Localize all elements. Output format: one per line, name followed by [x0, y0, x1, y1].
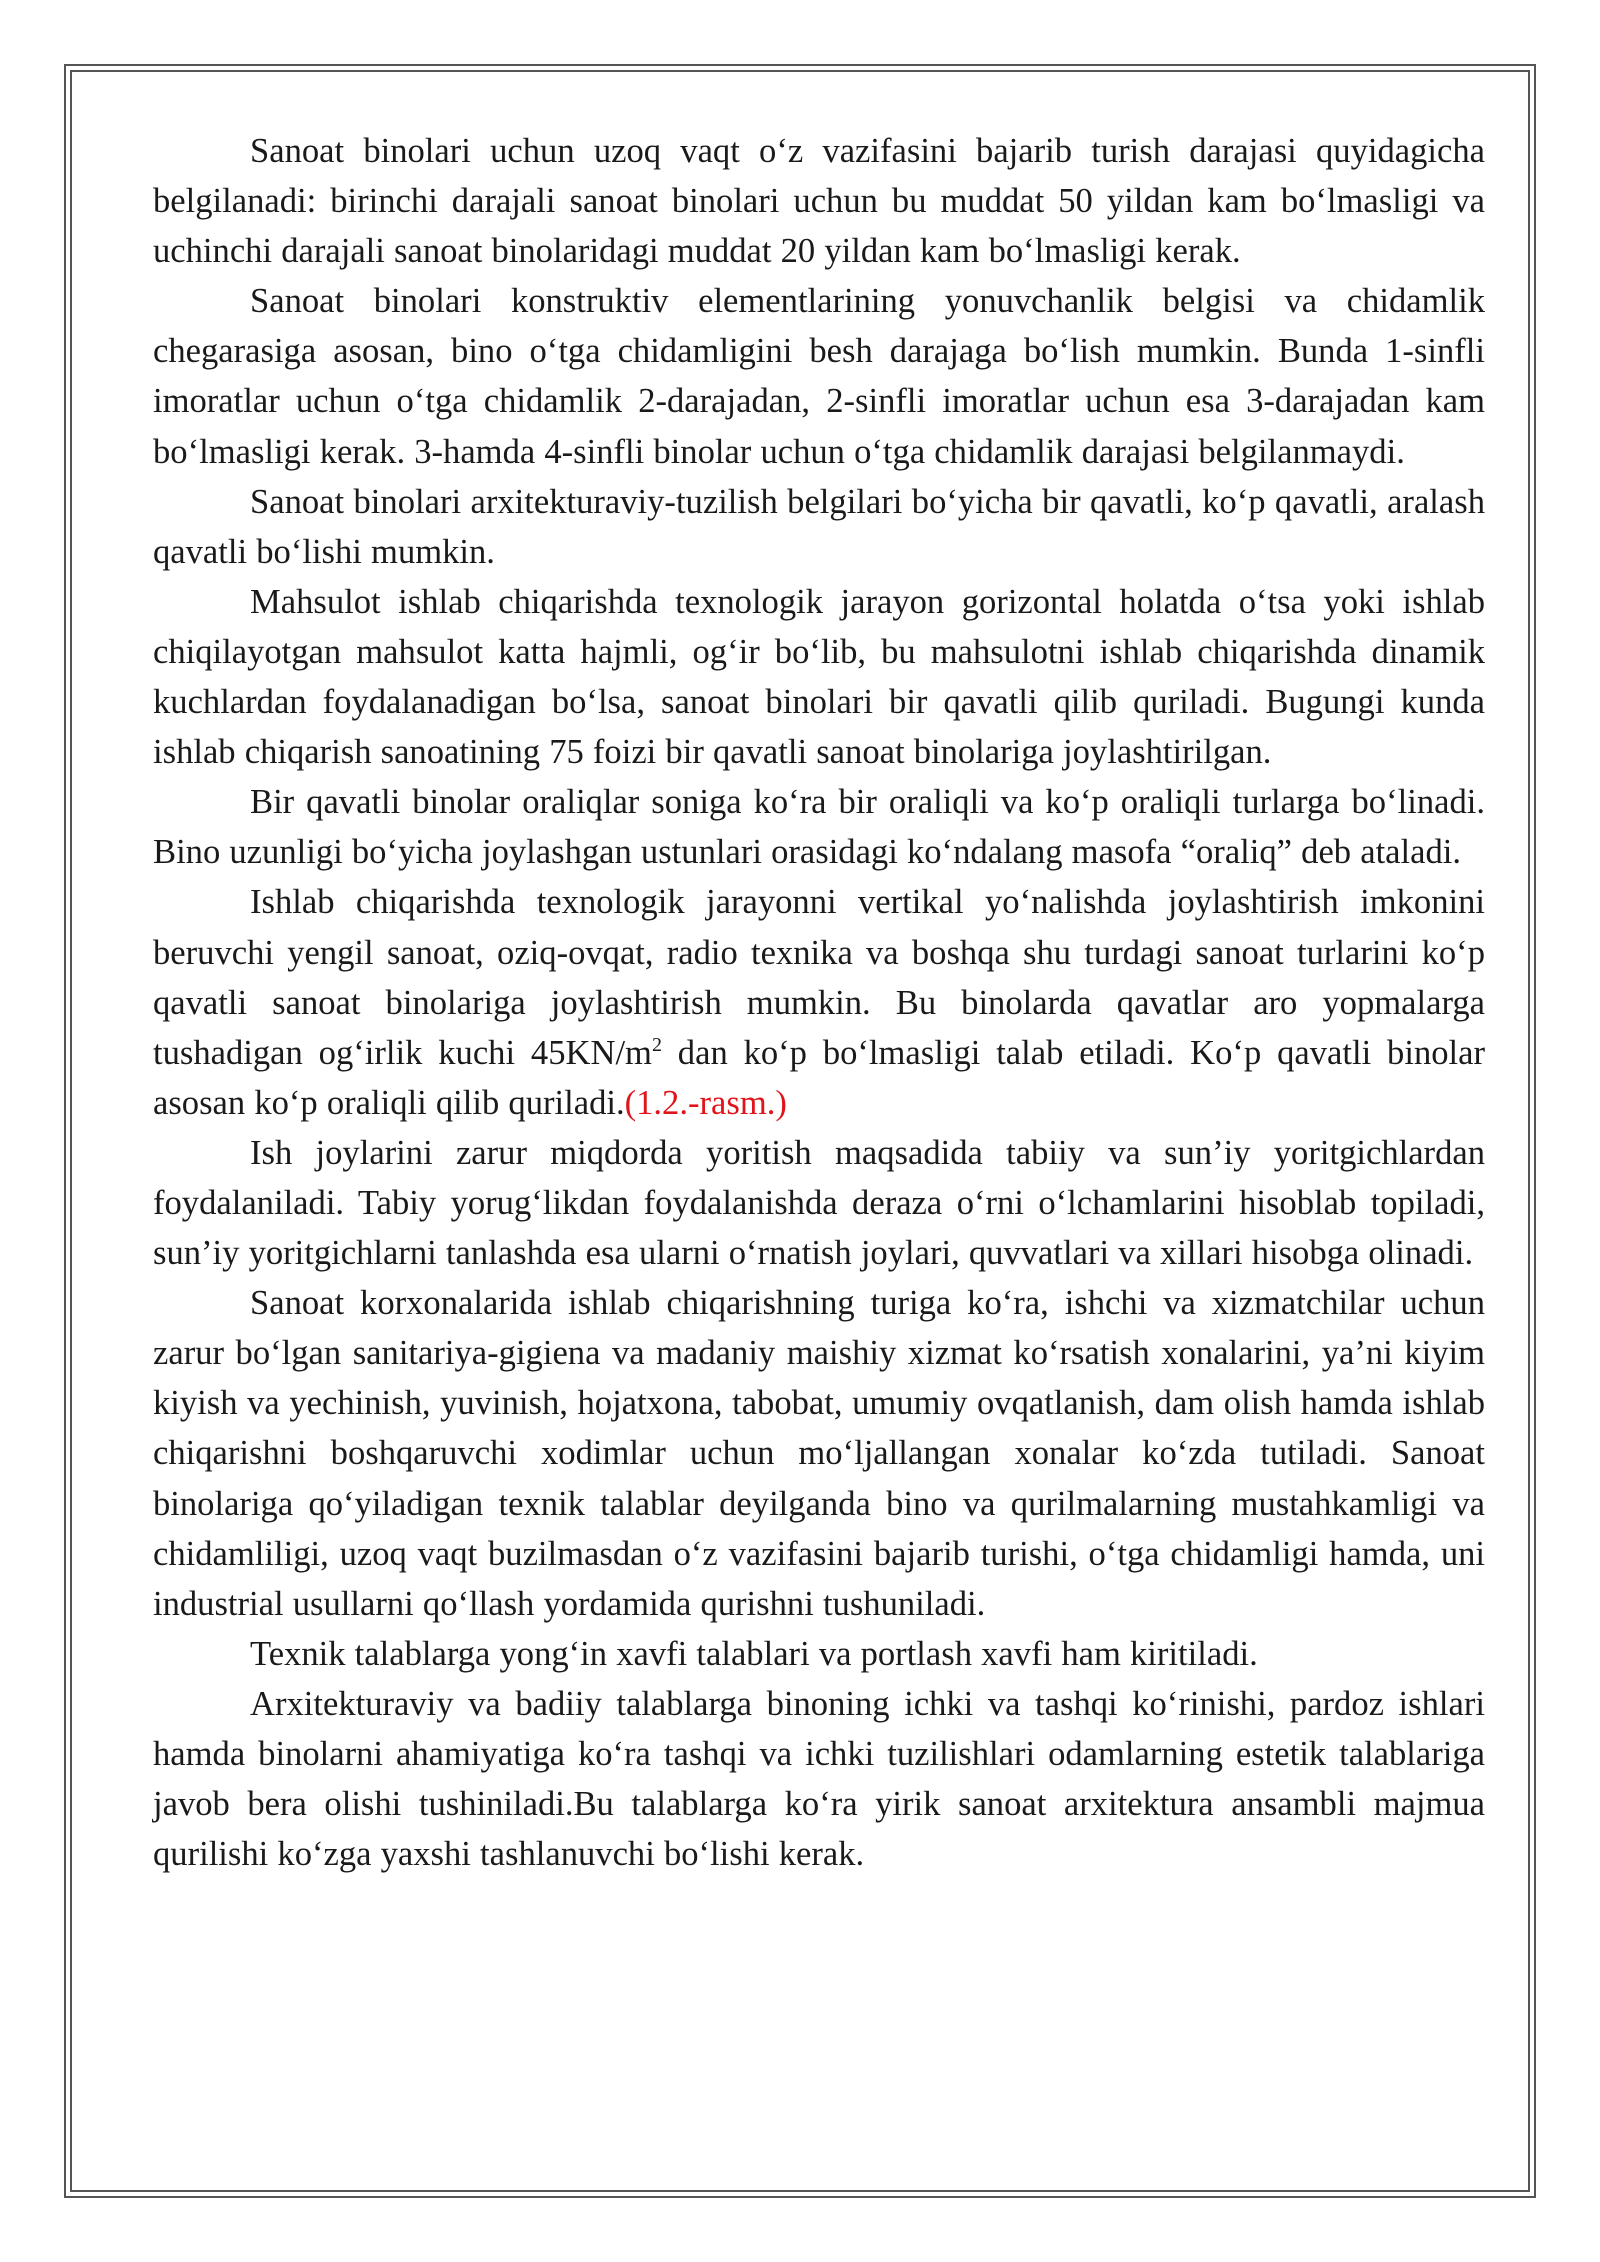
unit-superscript: 2 [651, 1033, 662, 1056]
paragraph-6 [153, 877, 1485, 1127]
paragraph-3: Sanoat binolari arxitekturaviy-tuzilish belgilari bo‘yicha bir qavatli, ko‘p qavatli, aralash qavatli bo‘lishi mumkin. [153, 482, 1485, 571]
figure-reference-link[interactable]: (1.2.-rasm.) [624, 1083, 787, 1122]
paragraph-10: Arxitekturaviy va badiiy talablarga binoning ichki va tashqi ko‘rinishi, pardoz ishlari hamda binolarni ahamiyatiga ko‘ra tashqi va ichki tuzilishlari odamlarning estetik talablariga javob bera olishi tushiniladi.Bu talablarga ko‘ra yirik sanoat arxitektura ansambli majmua qurilishi ko‘zga yaxshi tashlanuvchi bo‘lishi kerak. [153, 1684, 1485, 1874]
paragraph-9: Texnik talablarga yong‘in xavfi talablari va portlash xavfi ham kiritiladi. [250, 1634, 1258, 1673]
paragraph-4: Mahsulot ishlab chiqarishda texnologik jarayon gorizontal holatda o‘tsa yoki ishlab chiqilayotgan mahsulot katta hajmli, og‘ir bo‘lib, bu mahsulotni ishlab chiqarishda dinamik kuchlardan foydalanadigan bo‘lsa, sanoat binolari bir qavatli qilib quriladi. Bugungi kunda ishlab chiqarish sanoatining 75 foizi bir qavatli sanoat binolariga joylashtirilgan. [153, 582, 1485, 772]
paragraph-7: Ish joylarini zarur miqdorda yoritish maqsadida tabiiy va sun’iy yoritgichlardan foydalaniladi. Tabiy yorug‘likdan foydalanishda deraza o‘rni o‘lchamlarini hisoblab topiladi, sun’iy yoritgichlarni tanlashda esa ularni o‘rnatish joylari, quvvatlari va xillari hisobga olinadi. [153, 1133, 1485, 1273]
paragraph-6-text-cont: dan ko‘p bo‘lmasligi talab etiladi. Ko‘p qavatli binolar asosan ko‘p oraliqli qilib quriladi. [153, 1033, 1485, 1122]
paragraph-8: Sanoat korxonalarida ishlab chiqarishning turiga ko‘ra, ishchi va xizmatchilar uchun zarur bo‘lgan sanitariya-gigiena va madaniy maishiy xizmat ko‘rsatish xonalarini, ya’ni kiyim kiyish va yechinish, yuvinish, hojatxona, tabobat, umumiy ovqatlanish, dam olish hamda ishlab chiqarishni boshqaruvchi xodimlar uchun mo‘ljallangan xonalar ko‘zda tutiladi. Sanoat binolariga qo‘yiladigan texnik talablar deyilganda bino va qurilmalarning mustahkamligi va chidamliligi, uzoq vaqt buzilmasdan o‘z vazifasini bajarib turishi, o‘tga chidamligi hamda, uni industrial usullarni qo‘llash yordamida qurishni tushuniladi. [153, 1284, 1485, 1623]
paragraph-2: Sanoat binolari konstruktiv elementlarining yonuvchanlik belgisi va chidamlik chegarasiga asosan, bino o‘tga chidamligini besh darajaga bo‘lish mumkin. Bunda 1-sinfli imoratlar uchun o‘tga chidamlik 2-darajadan, 2-sinfli imoratlar uchun esa 3-darajadan kam bo‘lmasligi kerak. 3-hamda 4-sinfli binolar uchun o‘tga chidamlik darajasi belgilanmaydi. [153, 282, 1485, 471]
paragraph-6-text: Ishlab chiqarishda texnologik jarayonni vertikal yo‘nalishda joylashtirish imkonini beruvchi yengil sanoat, oziq-ovqat, radio texnika va boshqa shu turdagi sanoat turlarini ko‘p qavatli sanoat binolariga joylashtirish mumkin. Bu binolarda qavatlar aro yopmalarga tushadigan og‘irlik kuchi 45KN/m [153, 883, 1485, 1072]
document-body [153, 126, 1485, 1879]
paragraph-5: Bir qavatli binolar oraliqlar soniga ko‘ra bir oraliqli va ko‘p oraliqli turlarga bo‘linadi. Bino uzunligi bo‘yicha joylashgan ustunlari orasidagi ko‘ndalang masofa “oraliq” deb ataladi. [153, 783, 1485, 872]
paragraph-1: Sanoat binolari uchun uzoq vaqt o‘z vazifasini bajarib turish darajasi quyidagicha belgilanadi: birinchi darajali sanoat binolari uchun bu muddat 50 yildan kam bo‘lmasligi va uchinchi darajali sanoat binolaridagi muddat 20 yildan kam bo‘lmasligi kerak. [153, 132, 1485, 271]
